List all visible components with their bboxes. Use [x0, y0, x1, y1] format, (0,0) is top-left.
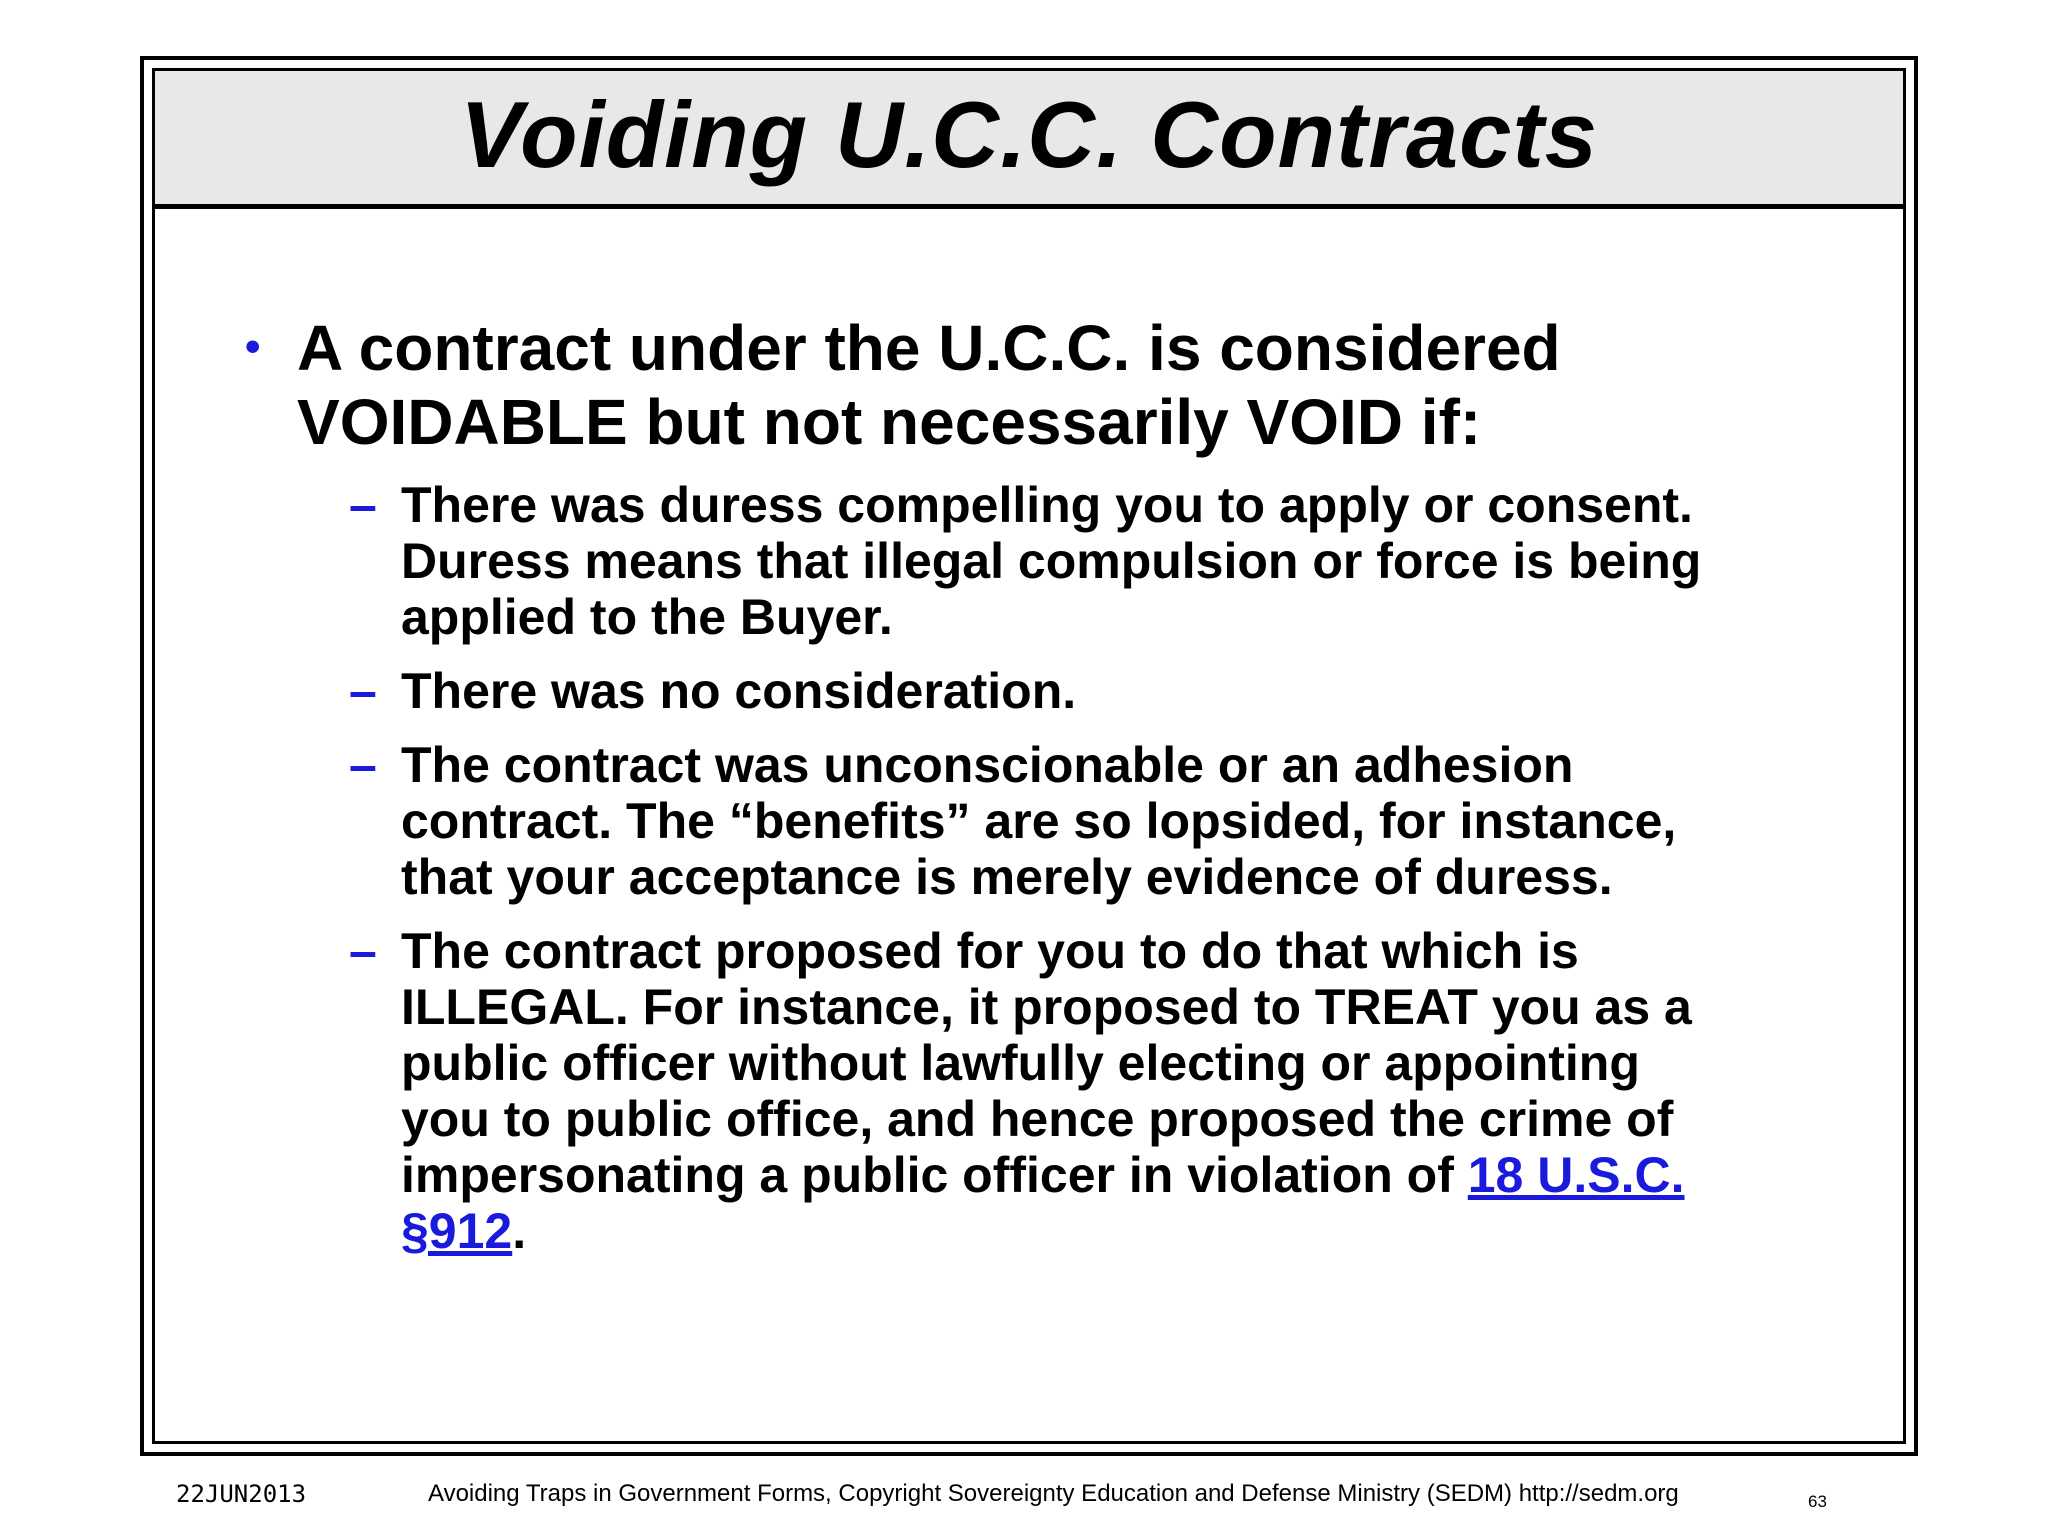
sub-bullet-item: [345, 737, 1715, 905]
page-number: 63: [1808, 1492, 1827, 1511]
slide-content: [155, 209, 1903, 1441]
footer-date: 22JUN2013: [176, 1480, 307, 1508]
sub-bullet-text: [401, 923, 1715, 1259]
sub-bullet-item: [345, 923, 1715, 1259]
sub-bullet-item: [345, 663, 1715, 719]
dash-icon: –: [349, 663, 377, 719]
title-bar: [155, 71, 1903, 209]
sub-bullet-text-tail: .: [512, 1203, 527, 1259]
sub-bullet-text-lead: The contract proposed for you to do that which is ILLEGAL. For instance, it proposed to TREAT you as a public officer without lawfully electing or appointing you to public office, and hence proposed the crime of impersonating a public officer in violation of: [401, 923, 1692, 1203]
slide-title: Voiding U.C.C. Contracts: [459, 81, 1599, 187]
sub-bullet-text: There was duress compelling you to apply or consent. Duress means that illegal compulsion or force is being applied to the Buyer.: [401, 477, 1702, 645]
slide-footer: [0, 1470, 2048, 1530]
statute-link[interactable]: 18 U.S.C. §912: [401, 1147, 1685, 1259]
sub-bullet-list: [345, 477, 1715, 1277]
dash-icon: –: [349, 923, 377, 979]
footer-copyright: Avoiding Traps in Government Forms, Copyright Sovereignty Education and Defense Ministry (SEDM) http://sedm.org: [428, 1480, 1679, 1507]
sub-bullet-text: The contract was unconscionable or an adhesion contract. The “benefits” are so lopsided, for instance, that your acceptance is merely evidence of duress.: [401, 737, 1677, 905]
sub-bullet-item: [345, 477, 1715, 645]
sub-bullet-text: There was no consideration.: [401, 663, 1077, 719]
bullet-icon: •: [245, 322, 261, 371]
slide-frame: [140, 56, 1918, 1456]
main-bullet-text: A contract under the U.C.C. is considered VOIDABLE but not necessarily VOID if:: [297, 312, 1561, 458]
dash-icon: –: [349, 477, 377, 533]
dash-icon: –: [349, 737, 377, 793]
main-bullet: [233, 311, 1733, 459]
slide-inner-frame: [152, 68, 1906, 1444]
